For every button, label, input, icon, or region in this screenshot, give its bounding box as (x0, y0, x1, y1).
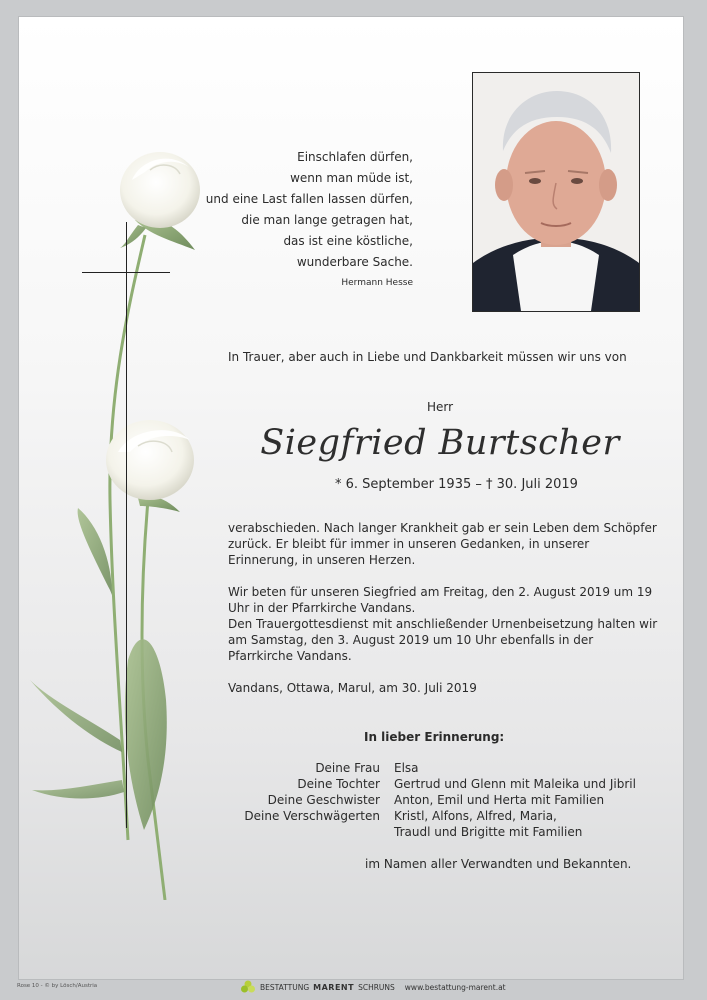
family-list (228, 760, 668, 840)
portrait-image (473, 73, 639, 311)
prayer-paragraph: Wir beten für unseren Siegfried am Freitag, den 2. August 2019 um 19 Uhr in der Pfarrkirche Vandans. (228, 585, 653, 615)
poem-author: Hermann Hesse (341, 278, 413, 288)
family-name-line: Traudl und Brigitte mit Familien (394, 825, 583, 839)
family-names (394, 792, 604, 808)
footer-url[interactable]: www.bestattung-marent.at (404, 982, 506, 992)
salutation: Herr (427, 400, 454, 414)
rose-illustration (20, 140, 220, 900)
cross-icon-bar (82, 272, 170, 273)
intro-text: In Trauer, aber auch in Liebe und Dankbarkeit müssen wir uns von (228, 350, 627, 364)
family-row (228, 808, 668, 840)
poem-line: wenn man müde ist, (290, 171, 413, 185)
farewell-paragraph: verabschieden. Nach langer Krankheit gab er sein Leben dem Schöpfer zurück. Er bleibt für immer in unseren Gedanken, in unserer Erinnerung, in unseren Herzen. (228, 521, 657, 567)
family-role: Deine Tochter (297, 777, 380, 791)
deceased-name: Siegfried Burtscher (260, 423, 620, 463)
family-name-line: Anton, Emil und Herta mit Familien (394, 793, 605, 807)
poem-line: das ist eine köstliche, (283, 234, 413, 248)
family-name-line: Kristl, Alfons, Alfred, Maria, (394, 809, 557, 823)
family-name-line: Gertrud und Glenn mit Maleika und Jibril (394, 777, 636, 791)
family-row (228, 792, 668, 808)
family-names (394, 808, 582, 840)
footer-prefix: BESTATTUNG (260, 982, 310, 992)
poem-line: Einschlafen dürfen, (297, 150, 413, 164)
poem-line: die man lange getragen hat, (241, 213, 413, 227)
cross-icon (126, 222, 127, 828)
family-role: Deine Verschwägerten (244, 809, 380, 823)
family-role: Deine Frau (315, 761, 380, 775)
portrait-photo (472, 72, 640, 312)
footer-brand: MARENT (313, 982, 355, 992)
family-names (394, 776, 636, 792)
memory-heading: In lieber Erinnerung: (364, 730, 505, 744)
footer-town: SCHRUNS (358, 982, 395, 992)
poem-line: und eine Last fallen lassen dürfen, (205, 192, 413, 206)
poem-line: wunderbare Sache. (296, 255, 413, 269)
family-row (228, 776, 668, 792)
closing-text: im Namen aller Verwandten und Bekannten. (365, 857, 632, 871)
family-row (228, 760, 668, 776)
family-role: Deine Geschwister (267, 793, 380, 807)
family-names (394, 760, 419, 776)
image-credit: Rose 10 - © by Lösch/Austria (17, 983, 98, 989)
funeral-paragraph: Den Trauergottesdienst mit anschließender Urnenbeisetzung halten wir am Samstag, den 3. August 2019 um 10 Uhr ebenfalls in der Pfarrkirche Vandans. (228, 617, 658, 663)
poem (200, 147, 413, 290)
family-name-line: Elsa (394, 761, 419, 775)
bestattung-logo-icon (240, 979, 256, 995)
place-date: Vandans, Ottawa, Marul, am 30. Juli 2019 (228, 681, 477, 695)
life-dates: * 6. September 1935 – † 30. Juli 2019 (335, 477, 578, 492)
footer (240, 977, 506, 997)
